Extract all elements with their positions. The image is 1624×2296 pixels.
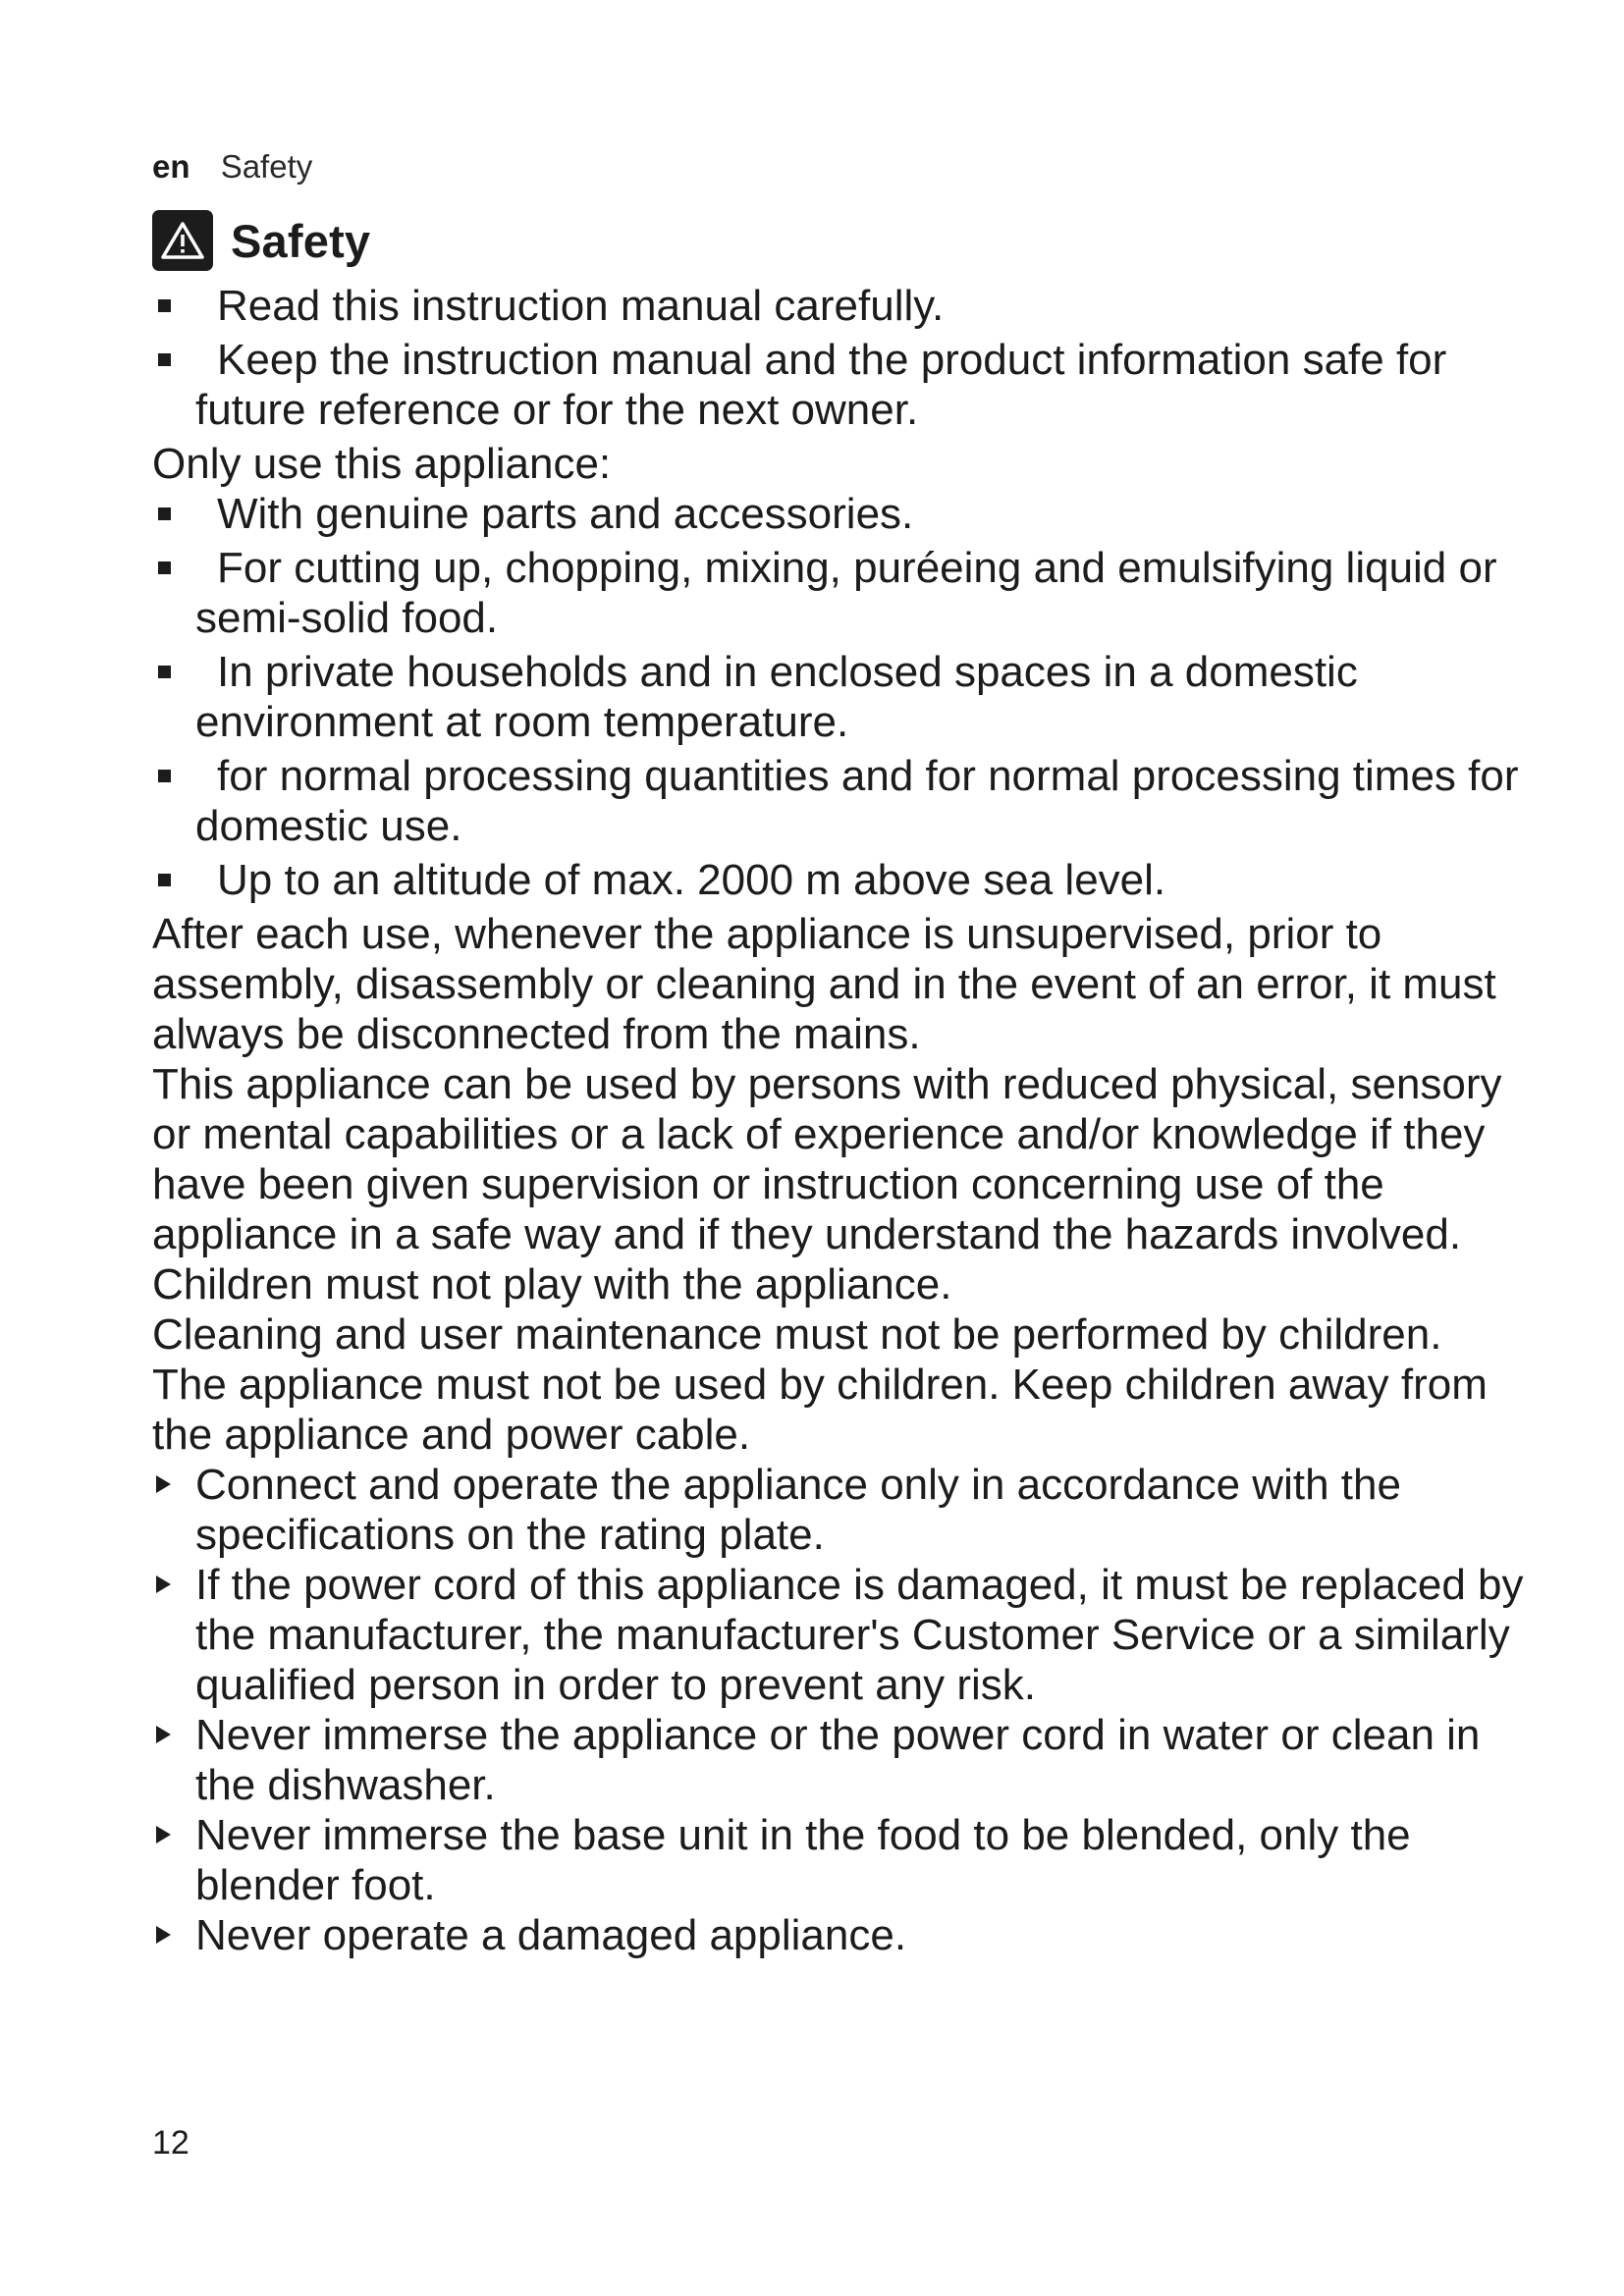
instruction-step: Never immerse the base unit in the food to be blended, only the blender foot. (152, 1810, 1527, 1910)
section-name: Safety (220, 148, 313, 185)
paragraph: Children must not play with the appliance. (152, 1260, 952, 1308)
instruction-step: If the power cord of this appliance is damaged, it must be replaced by the manufacturer, the manufacturer's Customer Service or a similarly qualified person in order to prevent any risk. (152, 1560, 1527, 1710)
paragraph: This appliance can be used by persons with reduced physical, sensory or mental capabilities or a lack of experience and/or knowledge if they have been given supervision or instruction concerning use of the appliance in a safe way and if they understand the hazards involved. (152, 1060, 1502, 1258)
bullet-square (158, 874, 171, 886)
arrow-right-icon (156, 1575, 171, 1593)
list-item: With genuine parts and accessories. (152, 489, 1527, 539)
section-title (152, 208, 370, 273)
bullet-square (158, 507, 171, 520)
arrow-right-icon (156, 1926, 171, 1944)
warning-triangle-icon (152, 210, 213, 271)
list-item: In private households and in enclosed spaces in a domestic environment at room temperature. (152, 647, 1527, 747)
language-code: en (152, 148, 190, 185)
instruction-step: Connect and operate the appliance only in accordance with the specifications on the rating plate. (152, 1460, 1527, 1560)
paragraph: Cleaning and user maintenance must not be performed by children. (152, 1310, 1442, 1359)
list-item: for normal processing quantities and for normal processing times for domestic use. (152, 751, 1527, 851)
page-header (152, 147, 312, 187)
page-number: 12 (152, 2124, 189, 2162)
arrow-right-icon (156, 1726, 171, 1743)
instruction-step: Never operate a damaged appliance. (152, 1910, 1527, 1960)
arrow-right-icon (156, 1826, 171, 1843)
bullet-square (158, 299, 171, 312)
list-item: Keep the instruction manual and the product information safe for future reference or for the next owner. (152, 335, 1527, 435)
bullet-square (158, 770, 171, 782)
list-item: Read this instruction manual carefully. (152, 281, 1527, 331)
use-heading: Only use this appliance: (152, 440, 612, 488)
paragraph: The appliance must not be used by children. Keep children away from the appliance and power cable. (152, 1361, 1488, 1459)
list-item: Up to an altitude of max. 2000 m above sea level. (152, 855, 1527, 905)
safety-content (152, 281, 1527, 1960)
arrow-right-icon (156, 1475, 171, 1493)
bullet-square (158, 353, 171, 366)
bullet-square (158, 666, 171, 678)
list-item: For cutting up, chopping, mixing, puréeing and emulsifying liquid or semi-solid food. (152, 543, 1527, 643)
bullet-square (158, 561, 171, 574)
page-title: Safety (231, 214, 371, 267)
instruction-step: Never immerse the appliance or the power cord in water or clean in the dishwasher. (152, 1710, 1527, 1810)
paragraph: After each use, whenever the appliance is unsupervised, prior to assembly, disassembly or cleaning and in the event of an error, it must always be disconnected from the mains. (152, 910, 1496, 1058)
